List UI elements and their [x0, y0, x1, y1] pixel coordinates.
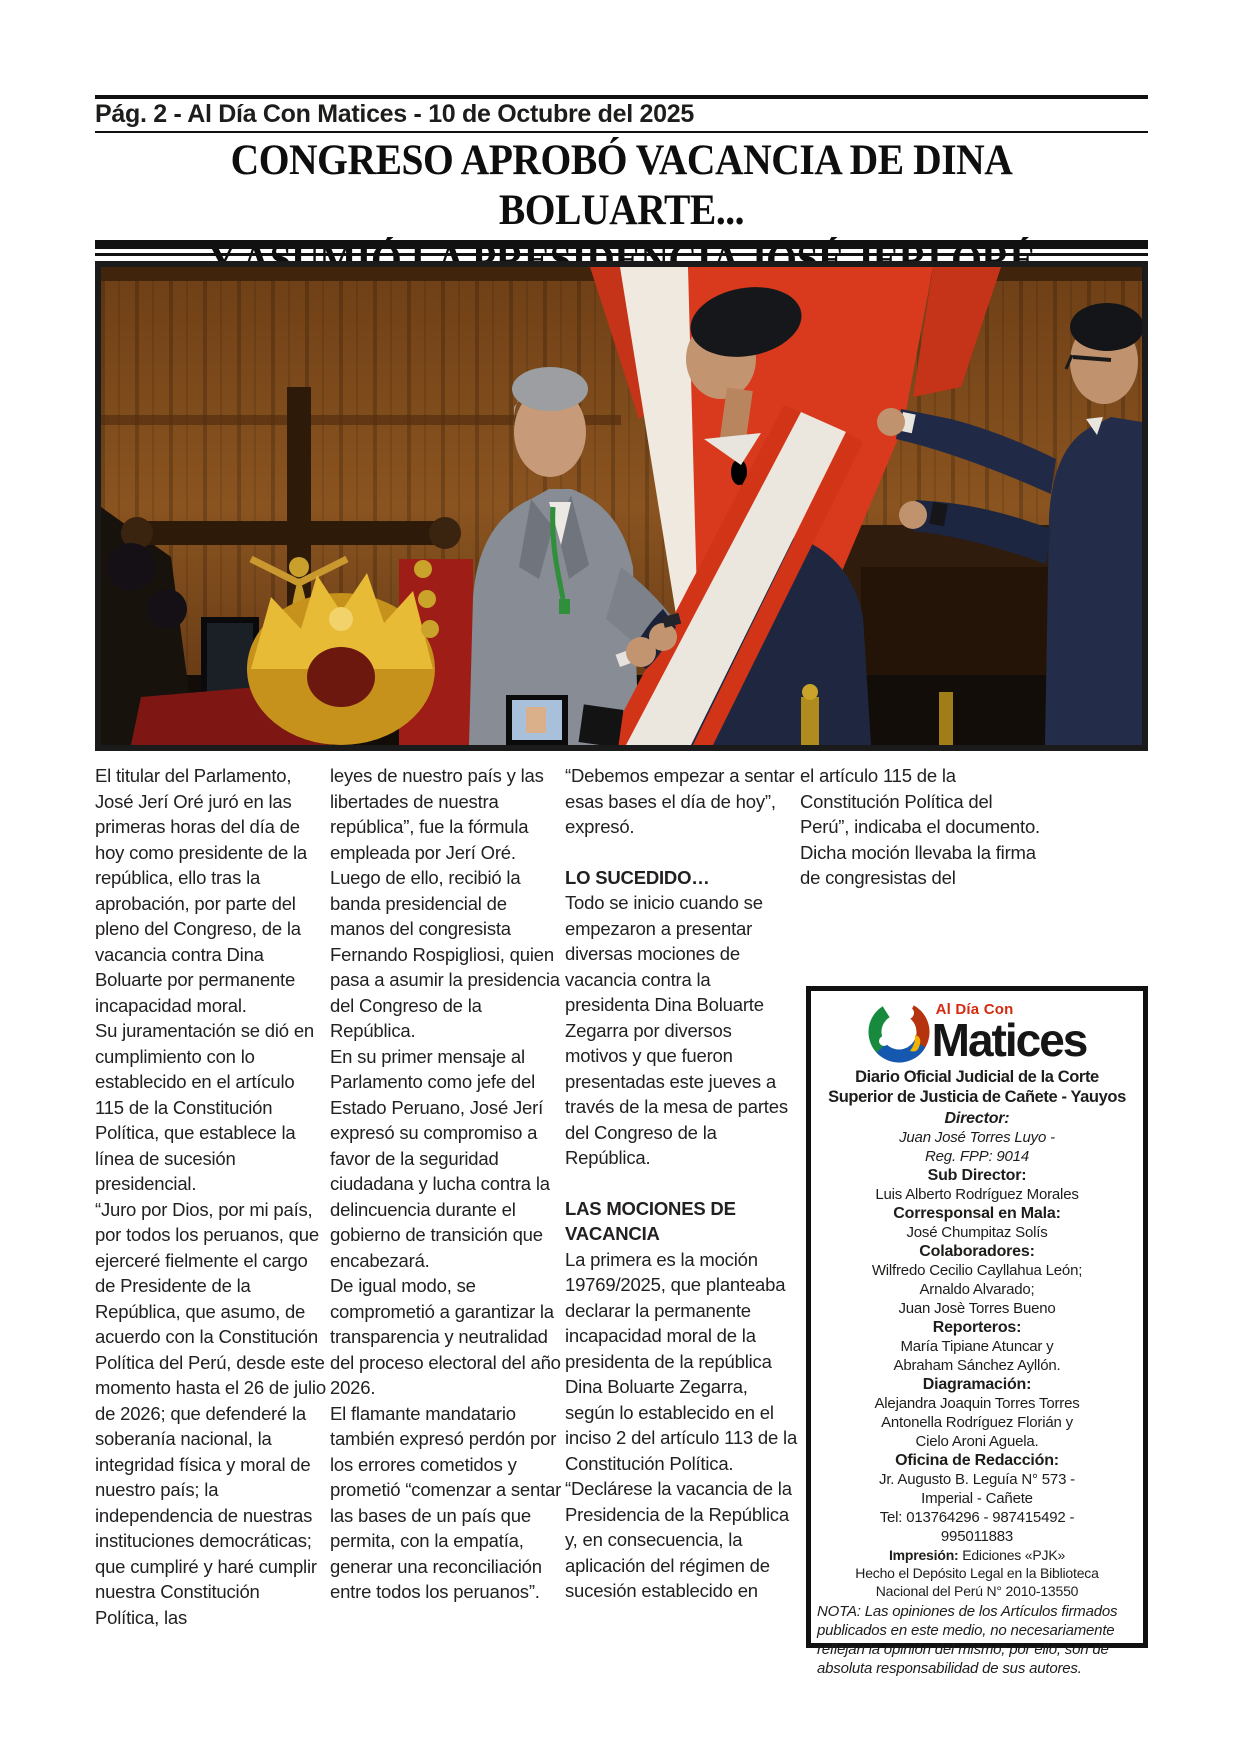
headline-line1: CONGRESO APROBÓ VACANCIA DE DINA BOLUARTE...	[230, 137, 1013, 234]
article-column-4	[800, 763, 1040, 891]
paragraph: El titular del Parlamento, José Jerí Oré juró en las primeras horas del día de hoy como presidente de la república, ello tras la aprobación, por parte del pleno del Congreso, de la vacancia contra Dina Boluarte por permanente incapacidad moral.	[95, 765, 307, 1016]
colaboradores-label: Colaboradores:	[919, 1243, 1035, 1260]
headline-rule-thin	[95, 253, 1148, 256]
oficina-phone: 995011883	[940, 1528, 1014, 1545]
corresponsal-label: Corresponsal en Mala:	[893, 1205, 1061, 1222]
paragraph: “Juro por Dios, por mi país, por todos los peruanos, que ejerceré fielmente el cargo de Presidente de la República, que asumo, de acuerdo con la Constitución Política del Perú, desde este momento hasta el 26 de julio de 2026; que defenderé la soberanía nacional, la integridad física y moral de nuestro país; la independencia de nuestras instituciones democráticas; que cumpliré y haré cumplir nuestra Constitución Política, las	[95, 1198, 326, 1628]
paragraph: La primera es la moción 19769/2025, que planteaba declarar la permanente incapacidad moral de la presidenta de la república Dina Boluarte Zegarra, según lo establecido en el inciso 2 del artículo 113 de la Constitución Política.	[565, 1248, 798, 1474]
deposito-legal: Hecho el Depósito Legal en la Biblioteca	[855, 1565, 1099, 1581]
paragraph: El flamante mandatario también expresó perdón por los errores cometidos y prometió “comenzar a sentar las bases de un país que permita, con la empatía, generar una reconciliación entre todos los peruanos”.	[330, 1402, 562, 1602]
matices-swirl-icon	[868, 1001, 930, 1063]
article-column-2	[330, 763, 563, 1605]
subtitle-line2: Superior de Justicia de Cañete - Yauyos	[828, 1088, 1126, 1106]
section-heading: LAS MOCIONES DE VACANCIA	[565, 1197, 736, 1244]
diagramador: Antonella Rodríguez Florián y	[881, 1414, 1073, 1431]
paragraph: “Declárese la vacancia de la Presidencia de la República y, en consecuencia, la aplicación del régimen de sucesión establecido en	[565, 1478, 792, 1601]
impresion-line	[817, 1546, 1137, 1564]
paragraph: Luego de ello, recibió la banda presidencial de manos del congresista Fernando Rospigliosi, quien pasa a asumir la presidencia del Congreso de la República.	[330, 867, 560, 1041]
masthead-nota: NOTA: Las opiniones de los Artículos firmados publicados en este medio, no necesariamente reflejan la opinión del mismo; por ello, son de absoluta responsabilidad de sus autores.	[817, 1603, 1118, 1677]
article-column-3	[565, 763, 798, 1604]
oficina-address: Jr. Augusto B. Leguía N° 573 -	[879, 1471, 1075, 1488]
photo-illustration	[101, 267, 1142, 745]
article-column-1	[95, 763, 328, 1630]
diagramador: Cielo Aroni Aguela.	[915, 1433, 1039, 1450]
paragraph: Su juramentación se dió en cumplimiento con lo establecido en el artículo 115 de la Constitución Política, que establece la línea de sucesión presidencial.	[95, 1020, 314, 1194]
subtitle-line1: Diario Oficial Judicial de la Corte	[855, 1068, 1099, 1086]
article-photo	[95, 261, 1148, 751]
subdirector-name: Luis Alberto Rodríguez Morales	[875, 1186, 1079, 1203]
masthead-box	[806, 986, 1148, 1677]
top-rule	[95, 95, 1148, 99]
brand-tagline: Al Día Con	[935, 1000, 1014, 1018]
diagramacion-label: Diagramación:	[922, 1376, 1032, 1393]
reportero: Abraham Sánchez Ayllón.	[893, 1357, 1061, 1374]
header-rule	[95, 131, 1148, 133]
headline-rule-thick	[95, 240, 1148, 249]
impresion-label: Impresión:	[888, 1547, 959, 1563]
colaborador: Arnaldo Alvarado;	[919, 1281, 1035, 1298]
director-name: Juan José Torres Luyo -	[899, 1129, 1055, 1146]
reportero: María Tipiane Atuncar y	[900, 1338, 1054, 1355]
diagramador: Alejandra Joaquin Torres Torres	[874, 1395, 1080, 1412]
colaborador: Wilfredo Cecilio Cayllahua León;	[871, 1262, 1083, 1279]
impresion-value: Ediciones «PJK»	[958, 1547, 1066, 1563]
deposito-legal: Nacional del Perú N° 2010-13550	[875, 1583, 1079, 1599]
director-reg: Reg. FPP: 9014	[925, 1148, 1029, 1165]
reporteros-label: Reporteros:	[932, 1319, 1022, 1336]
section-heading: LO SUCEDIDO…	[565, 866, 710, 888]
paragraph: “Debemos empezar a sentar esas bases el día de hoy”, expresó.	[565, 765, 795, 837]
paragraph: el artículo 115 de la Constitución Política del Perú”, indicaba el documento. Dicha moción llevaba la firma de congresistas del	[800, 765, 1040, 888]
masthead-logo	[817, 1000, 1137, 1066]
page-header: Pág. 2 - Al Día Con Matices - 10 de Octubre del 2025	[95, 100, 694, 128]
paragraph: De igual modo, se comprometió a garantizar la transparencia y neutralidad del proceso electoral del año 2026.	[330, 1275, 561, 1398]
paragraph: Todo se inicio cuando se empezaron a presentar diversas mociones de vacancia contra la presidenta Dina Boluarte Zegarra por diversos motivos y que fueron presentadas este jueves a través de la mesa de partes del Congreso de la República.	[565, 892, 788, 1168]
colaborador: Juan Josè Torres Bueno	[898, 1300, 1056, 1317]
director-label: Director:	[944, 1110, 1010, 1127]
oficina-address: Imperial - Cañete	[921, 1490, 1033, 1507]
paragraph: leyes de nuestro país y las libertades de nuestra república”, fue la fórmula empleada por Jerí Oré.	[330, 765, 544, 863]
brand-name: Matices	[931, 1013, 1087, 1066]
subdirector-label: Sub Director:	[927, 1167, 1027, 1184]
corresponsal-name: José Chumpitaz Solís	[906, 1224, 1048, 1241]
masthead-subtitle	[817, 1067, 1137, 1107]
oficina-phone: Tel: 013764296 - 987415492 -	[879, 1509, 1075, 1526]
paragraph: En su primer mensaje al Parlamento como jefe del Estado Peruano, José Jerí expresó su compromiso a favor de la seguridad ciudadana y lucha contra la delincuencia durante el gobierno de transición que encabezará.	[330, 1045, 550, 1271]
oficina-label: Oficina de Redacción:	[895, 1452, 1059, 1469]
